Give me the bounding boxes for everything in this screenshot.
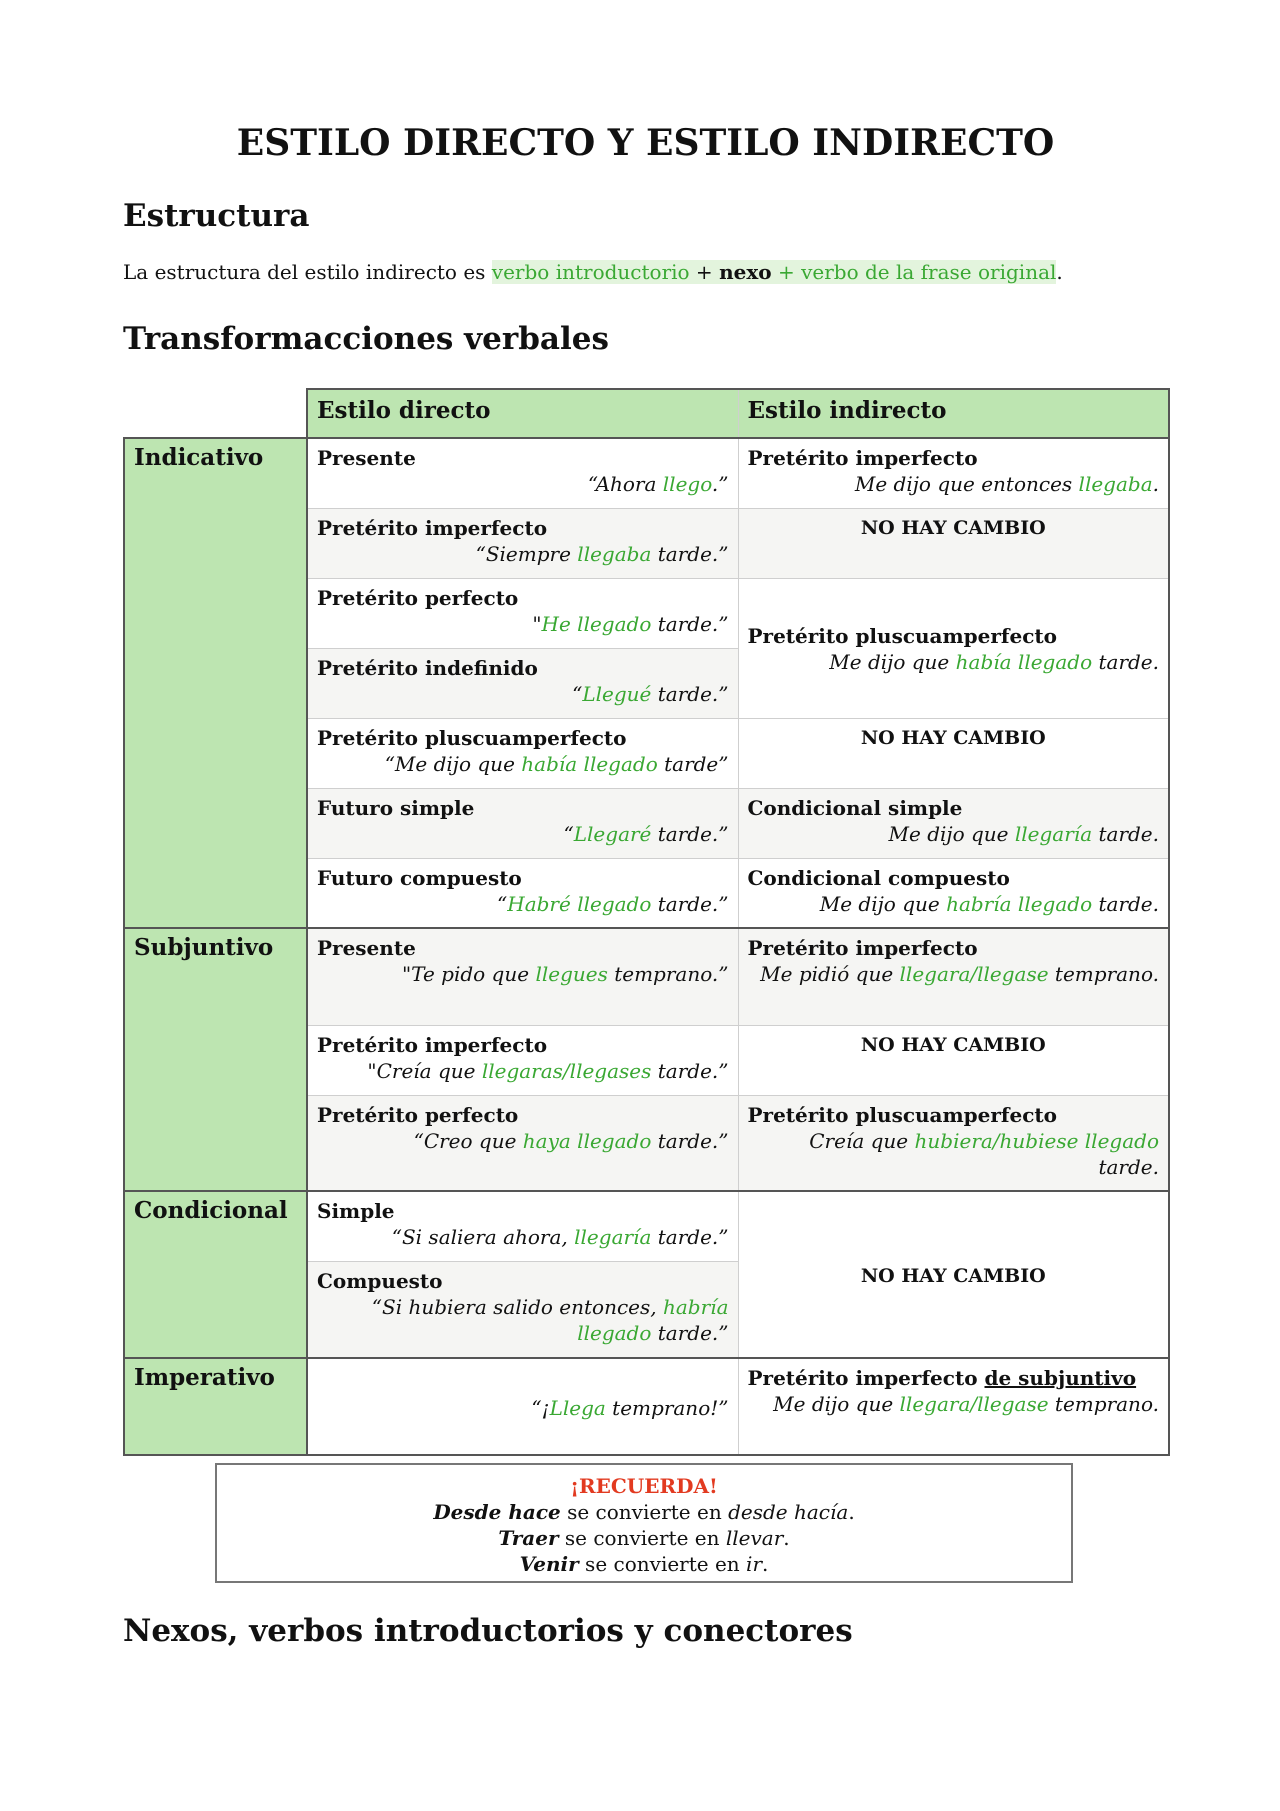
direct-cell: [307, 578, 738, 648]
tense-name: Pretérito pluscuamperfecto: [317, 725, 627, 750]
direct-cell: [307, 1191, 738, 1261]
example-text: Me dijo que llegara/llegase temprano.: [773, 1392, 1159, 1416]
direct-cell: [307, 1025, 738, 1095]
tense-name: Pretérito pluscuamperfecto: [747, 624, 1057, 648]
example-text: Me dijo que entonces llegaba.: [854, 472, 1159, 496]
table-header-row: [124, 389, 1169, 438]
structure-part-verbo-introductorio: verbo introductorio: [491, 260, 690, 284]
direct-cell: [307, 1095, 738, 1191]
table-row: [124, 438, 1169, 508]
recuerda-line: Traer se convierte en llevar.: [498, 1526, 790, 1550]
recuerda-line: Venir se convierte en ir.: [519, 1552, 769, 1576]
indirect-cell: [738, 928, 1169, 1025]
tense-name: Presente: [317, 446, 416, 470]
header-estilo-indirecto: Estilo indirecto: [738, 389, 1169, 438]
indirect-cell: [738, 1095, 1169, 1191]
no-change-cell: NO HAY CAMBIO: [738, 718, 1169, 788]
tense-name: Futuro compuesto: [317, 865, 522, 890]
direct-cell: [307, 858, 738, 928]
no-change-cell: NO HAY CAMBIO: [738, 508, 1169, 578]
example-text: “Me dijo que había llegado tarde”: [384, 751, 729, 776]
direct-cell: [307, 508, 738, 578]
example-text: "Creía que llegaras/llegases tarde.”: [367, 1058, 729, 1083]
mood-condicional: Condicional: [124, 1191, 307, 1358]
tense-name: Pretérito imperfecto: [747, 936, 978, 960]
example-text: “Si hubiera salido entonces, habría llegado tarde.”: [371, 1294, 729, 1345]
tense-name: Futuro simple: [317, 795, 475, 820]
tense-name: Pretérito indefinido: [317, 655, 538, 680]
tense-name: Presente: [317, 936, 416, 960]
structure-text: La estructura del estilo indirecto es: [123, 260, 492, 284]
section-heading-transformaciones: Transformacciones verbales: [123, 321, 609, 357]
example-text: “Llegué tarde.”: [572, 681, 729, 706]
direct-cell: [307, 1261, 738, 1358]
example-text: "He llegado tarde.”: [532, 611, 729, 636]
example-text: “Siempre llegaba tarde.”: [475, 541, 729, 566]
recuerda-title: ¡RECUERDA!: [570, 1474, 718, 1498]
document-title: ESTILO DIRECTO Y ESTILO INDIRECTO: [236, 122, 1055, 164]
mood-imperativo: Imperativo: [124, 1358, 307, 1455]
direct-cell: [307, 438, 738, 508]
header-empty-cell: [124, 389, 307, 438]
structure-part-verbo-frase: verbo de la frase original: [801, 260, 1057, 284]
example-text: Creía que hubiera/hubiese llegado tarde.: [809, 1128, 1159, 1179]
tense-name: Condicional compuesto: [747, 865, 1010, 890]
direct-cell: [307, 648, 738, 718]
example-text: “Si saliera ahora, llegaría tarde.”: [391, 1225, 729, 1249]
no-change-cell: NO HAY CAMBIO: [738, 1191, 1169, 1358]
structure-part-nexo: nexo: [719, 260, 772, 284]
tense-name: Pretérito imperfecto: [317, 515, 548, 540]
example-text: Me pidió que llegara/llegase temprano.: [760, 962, 1159, 986]
header-estilo-directo: Estilo directo: [307, 389, 738, 438]
verb-transformations-table: [123, 388, 1170, 1456]
table-row: [124, 1358, 1169, 1455]
mood-subjuntivo: Subjuntivo: [124, 928, 307, 1191]
example-text: "Te pido que llegues temprano.”: [401, 962, 729, 986]
tense-name: Pretérito imperfecto: [317, 1032, 548, 1057]
structure-plus: +: [689, 260, 720, 284]
table-row: [124, 928, 1169, 1025]
recuerda-box: [215, 1463, 1073, 1583]
no-change-cell: NO HAY CAMBIO: [738, 1025, 1169, 1095]
example-text: Me dijo que habría llegado tarde.: [819, 891, 1159, 916]
structure-sentence: [123, 260, 1063, 284]
table-row: [124, 1191, 1169, 1261]
indirect-cell: [738, 788, 1169, 858]
example-text: Me dijo que llegaría tarde.: [888, 821, 1159, 846]
example-text: Me dijo que había llegado tarde.: [829, 650, 1159, 674]
tense-name: Pretérito imperfecto: [747, 446, 978, 470]
section-heading-estructura: Estructura: [123, 198, 310, 234]
example-text: “Ahora llego.”: [587, 472, 729, 496]
tense-name: Pretérito pluscuamperfecto: [747, 1102, 1057, 1127]
recuerda-line: Desde hace se convierte en desde hacía.: [433, 1500, 855, 1524]
direct-cell: [307, 718, 738, 788]
tense-name: Condicional simple: [747, 795, 963, 820]
indirect-cell: [738, 1358, 1169, 1455]
tense-name: Pretérito perfecto: [317, 1102, 519, 1127]
structure-plus: +: [771, 260, 802, 284]
direct-cell: [307, 788, 738, 858]
example-text: “Llegaré tarde.”: [563, 821, 729, 846]
tense-name: Pretérito perfecto: [317, 585, 519, 610]
direct-cell: [307, 1358, 738, 1455]
example-text: “Habré llegado tarde.”: [497, 891, 729, 916]
structure-end: .: [1056, 260, 1063, 284]
example-text: “Creo que haya llegado tarde.”: [413, 1128, 729, 1153]
indirect-cell: [738, 438, 1169, 508]
tense-name: Pretérito imperfecto de subjuntivo: [747, 1366, 1137, 1390]
example-text: “¡Llega temprano!”: [531, 1395, 729, 1420]
tense-name: Simple: [317, 1199, 395, 1223]
tense-name: Compuesto: [317, 1268, 443, 1293]
indirect-cell: [738, 858, 1169, 928]
indirect-cell: [738, 578, 1169, 718]
section-heading-nexos: Nexos, verbos introductorios y conectores: [123, 1613, 853, 1649]
mood-indicativo: Indicativo: [124, 438, 307, 928]
direct-cell: [307, 928, 738, 1025]
